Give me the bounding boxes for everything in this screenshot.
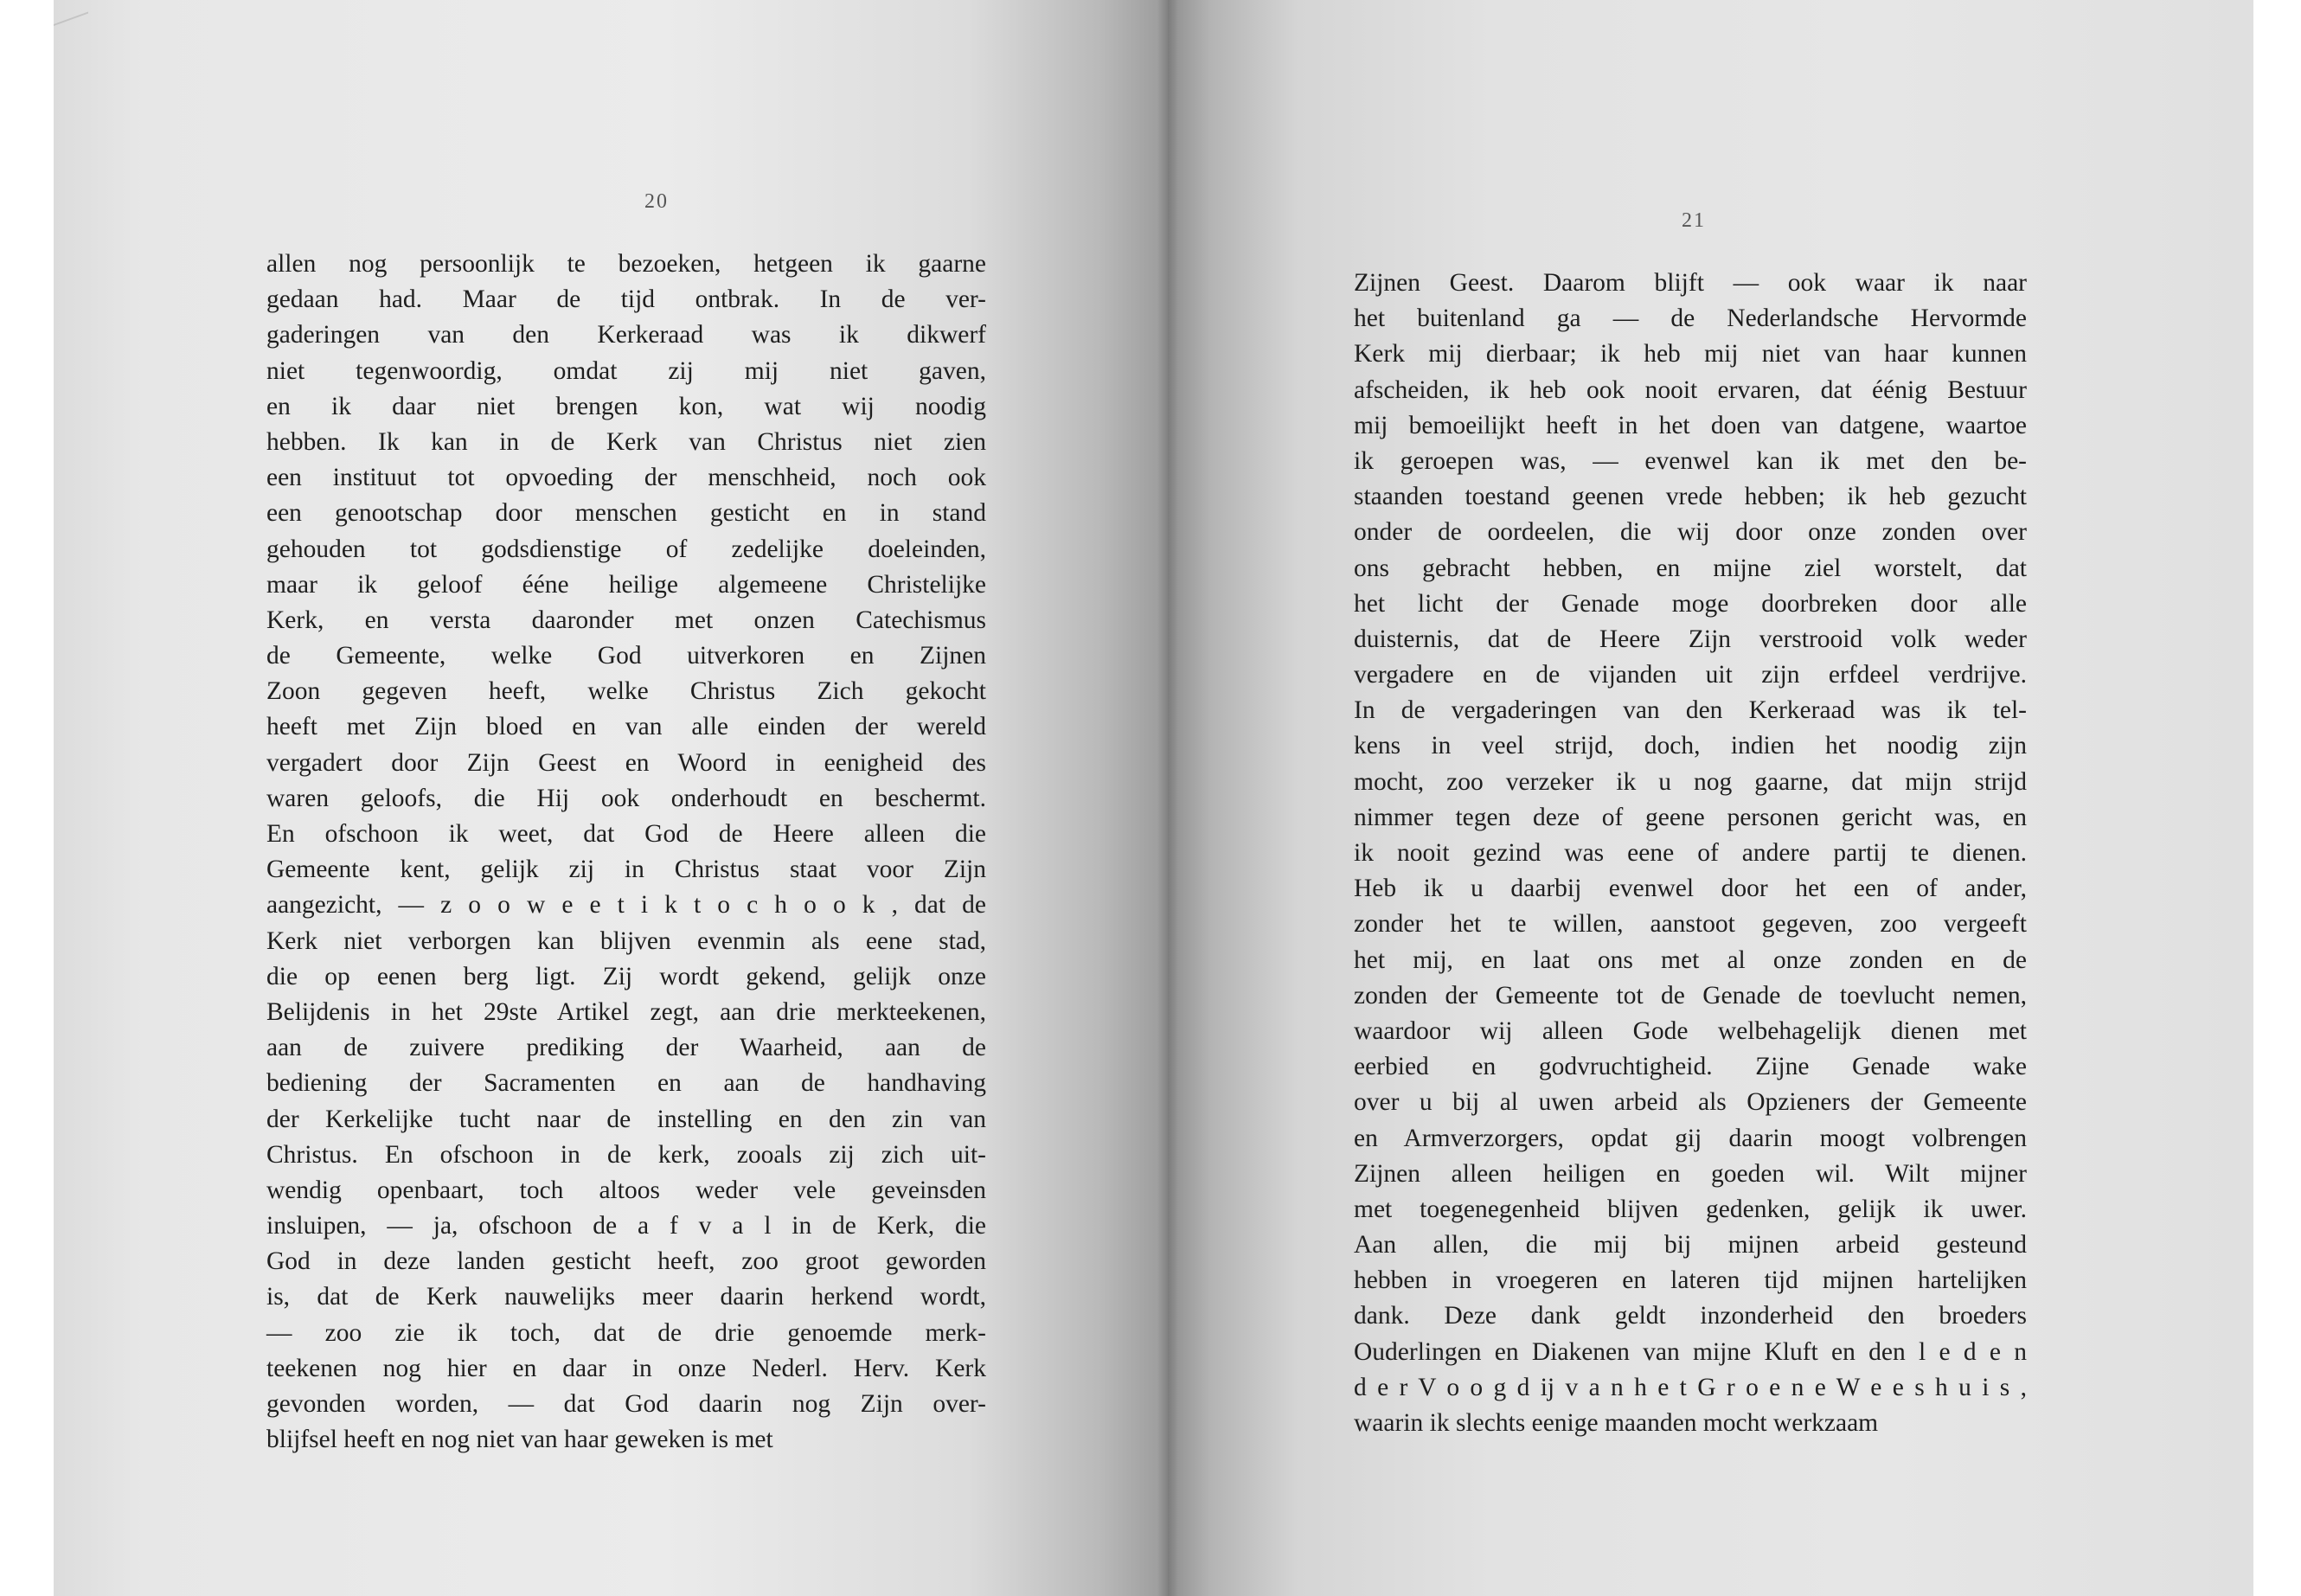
text-line: Gemeente kent, gelijk zij in Christus staat voor Zijn — [266, 856, 986, 884]
book-gutter — [1157, 0, 1178, 1596]
text-line: gedaan had. Maar de tijd ontbrak. In de ver- — [266, 285, 986, 314]
text-line: teekenen nog hier en daar in onze Nederl. Herv. Kerk — [266, 1354, 986, 1382]
left-page-number: 20 — [644, 190, 669, 213]
text-line: gevonden worden, — dat God daarin nog Zijn over- — [266, 1390, 986, 1418]
text-line: Kerk niet verborgen kan blijven evenmin als eene stad, — [266, 926, 986, 955]
text-line: staanden toestand geenen vrede hebben; ik heb gezucht — [1354, 483, 2027, 511]
text-line: Heb ik u daarbij evenwel door het een of ander, — [1354, 875, 2027, 903]
text-line: waarin ik slechts eenige maanden mocht werkzaam — [1354, 1409, 1879, 1437]
text-line: en ik daar niet brengen kon, wat wij noodig — [266, 392, 986, 420]
text-line: — zoo zie ik toch, dat de drie genoemde merk- — [266, 1318, 986, 1347]
text-line: Ouderlingen en Diakenen van mijne Kluft en den l e d e n — [1354, 1337, 2027, 1366]
text-line: heeft met Zijn bloed en van alle einden der wereld — [266, 713, 986, 741]
text-line: het mij, en laat ons met al onze zonden en de — [1354, 945, 2027, 974]
text-line: en Armverzorgers, opdat gij daarin moogt volbrengen — [1354, 1124, 2027, 1152]
text-line: het licht der Genade moge doorbreken door alle — [1354, 589, 2027, 618]
text-line: vergadert door Zijn Geest en Woord in eenigheid des — [266, 748, 986, 777]
text-line: vergadere en de vijanden uit zijn erfdeel verdrijve. — [1354, 661, 2027, 689]
text-line: Zijnen Geest. Daarom blijft — ook waar ik naar — [1354, 269, 2027, 297]
text-line: Kerk, en versta daaronder met onzen Catechismus — [266, 606, 986, 634]
text-line: aangezicht, — z o o w e e t i k t o c h o o k , dat de — [266, 891, 986, 920]
text-line: In de vergaderingen van den Kerkeraad was ik tel- — [1354, 696, 2027, 725]
text-line: ons gebracht hebben, en mijne ziel worstelt, dat — [1354, 554, 2027, 582]
text-line: wendig openbaart, toch altoos weder vele geveinsden — [266, 1176, 986, 1204]
text-line: Zoon gegeven heeft, welke Christus Zich gekocht — [266, 677, 986, 706]
text-line: Aan allen, die mij bij mijnen arbeid gesteund — [1354, 1231, 2027, 1259]
text-line: Christus. En ofschoon in de kerk, zooals zij zich uit- — [266, 1140, 986, 1169]
right-page-number: 21 — [1682, 209, 1706, 232]
text-line: eerbied en godvruchtigheid. Zijne Genade wake — [1354, 1053, 2027, 1081]
text-line: Belijdenis in het 29ste Artikel zegt, aan drie merkteekenen, — [266, 997, 986, 1026]
text-line: de Gemeente, welke God uitverkoren en Zijnen — [266, 642, 986, 670]
text-line: onder de oordeelen, die wij door onze zonden over — [1354, 518, 2027, 547]
text-line: blijfsel heeft en nog niet van haar geweken is met — [266, 1426, 773, 1454]
text-line: waardoor wij alleen Gode welbehagelijk dienen met — [1354, 1016, 2027, 1045]
text-line: maar ik geloof ééne heilige algemeene Christelijke — [266, 570, 986, 599]
text-line: waren geloofs, die Hij ook onderhoudt en beschermt. — [266, 784, 986, 812]
text-line: hebben in vroegeren en lateren tijd mijnen hartelijken — [1354, 1266, 2027, 1295]
text-line: een instituut tot opvoeding der menschheid, noch ook — [266, 464, 986, 492]
text-line: God in deze landen gesticht heeft, zoo groot geworden — [266, 1247, 986, 1276]
text-line: ik nooit gezind was eene of andere partij te dienen. — [1354, 839, 2027, 867]
text-line: met toegenegenheid blijven gedenken, gelijk ik uwer. — [1354, 1195, 2027, 1223]
text-line: het buitenland ga — de Nederlandsche Hervormde — [1354, 304, 2027, 333]
text-line: niet tegenwoordig, omdat zij mij niet gaven, — [266, 356, 986, 385]
right-page-text — [1354, 266, 2027, 1441]
text-line: over u bij al uwen arbeid als Opzieners der Gemeente — [1354, 1088, 2027, 1117]
text-line: aan de zuivere prediking der Waarheid, aan de — [266, 1034, 986, 1062]
text-line: kens in veel strijd, doch, indien het noodig zijn — [1354, 732, 2027, 760]
text-line: Kerk mij dierbaar; ik heb mij niet van haar kunnen — [1354, 340, 2027, 369]
text-line: mocht, zoo verzeker ik u nog gaarne, dat mijn strijd — [1354, 767, 2027, 796]
text-line: Zijnen alleen heiligen en goeden wil. Wilt mijner — [1354, 1159, 2027, 1188]
text-line: bediening der Sacramenten en aan de handhaving — [266, 1069, 986, 1098]
text-line: die op eenen berg ligt. Zij wordt gekend, gelijk onze — [266, 962, 986, 990]
text-line: zonden der Gemeente tot de Genade de toevlucht nemen, — [1354, 981, 2027, 1010]
text-line: d e r V o o g d ij v a n h e t G r o e n e W e e s h u i s , — [1354, 1373, 2027, 1401]
text-line: gaderingen van den Kerkeraad was ik dikwerf — [266, 321, 986, 349]
text-line: is, dat de Kerk nauwelijks meer daarin herkend wordt, — [266, 1283, 986, 1311]
text-line: afscheiden, ik heb ook nooit ervaren, dat éénig Bestuur — [1354, 375, 2027, 404]
text-line: een genootschap door menschen gesticht en in stand — [266, 499, 986, 528]
text-line: mij bemoeilijkt heeft in het doen van datgene, waartoe — [1354, 411, 2027, 439]
text-line: allen nog persoonlijk te bezoeken, hetgeen ik gaarne — [266, 250, 986, 278]
text-line: ik geroepen was, — evenwel kan ik met den be- — [1354, 446, 2027, 475]
left-page-text — [266, 247, 986, 1458]
text-line: nimmer tegen deze of geene personen gericht was, en — [1354, 803, 2027, 831]
text-line: insluipen, — ja, ofschoon de a f v a l in de Kerk, die — [266, 1212, 986, 1240]
text-line: der Kerkelijke tucht naar de instelling en den zin van — [266, 1105, 986, 1133]
text-line: En ofschoon ik weet, dat God de Heere alleen die — [266, 820, 986, 848]
text-line: hebben. Ik kan in de Kerk van Christus niet zien — [266, 427, 986, 456]
text-line: zonder het te willen, aanstoot gegeven, zoo vergeeft — [1354, 910, 2027, 939]
text-line: gehouden tot godsdienstige of zedelijke doeleinden, — [266, 535, 986, 563]
text-line: duisternis, dat de Heere Zijn verstrooid volk weder — [1354, 625, 2027, 653]
text-line: dank. Deze dank geldt inzonderheid den broeders — [1354, 1302, 2027, 1330]
